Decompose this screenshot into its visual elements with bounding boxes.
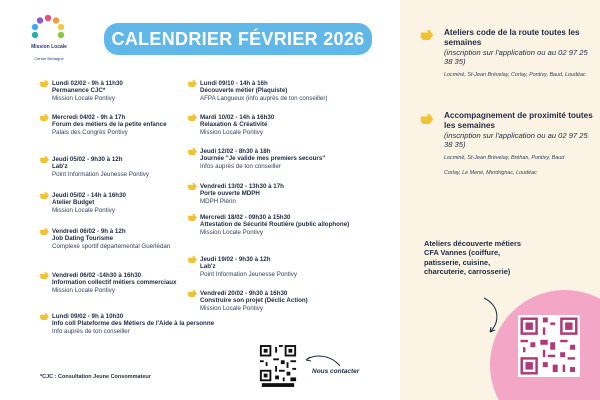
accompagnement-locations-2: Corlay, Le Mené, Merdrignac, Loudéac	[444, 169, 537, 176]
event-date: Vendredi 20/02 - 9h30 à 16h30	[200, 290, 288, 297]
footnote: *CJC : Consultation Jeune Consommateur	[40, 374, 151, 380]
title-banner	[104, 23, 372, 55]
pointing-hand-icon	[188, 80, 197, 87]
event-place: MDPH Plérin	[200, 197, 236, 205]
event-title: Construire son projet (Déclic Action)	[200, 297, 308, 305]
curved-arrow-icon	[300, 352, 344, 368]
event-date: Jeudi 05/02 - 14h à 16h30	[52, 192, 126, 199]
contact-qr-code[interactable]	[258, 343, 298, 389]
pointing-hand-icon	[40, 156, 49, 163]
pointing-hand-icon	[188, 114, 197, 121]
event-place: Mission Locale Pontivy	[52, 206, 115, 214]
event-date: Vendredi 06/02 - 9h à 12h	[52, 228, 126, 235]
cfa-qr-code[interactable]	[518, 315, 580, 377]
event-item	[200, 114, 375, 136]
event-date: Jeudi 12/02 - 8h30 à 18h	[200, 148, 271, 155]
event-place: Info auprès de ton conseiller	[52, 327, 130, 335]
event-item	[200, 80, 375, 102]
event-place: Point Information Jeunesse Pontivy	[200, 270, 297, 278]
event-title: Permanence CJC*	[52, 87, 106, 95]
event-title: Lab'z	[200, 263, 216, 271]
pointing-hand-icon	[420, 114, 434, 124]
page-title: CALENDRIER FÉVRIER 2026	[111, 28, 365, 49]
accompagnement-subtitle: (inscription sur l'application ou au 02 97 25 38 35)	[444, 131, 588, 149]
event-item	[200, 148, 375, 170]
event-date: Lundi 09/10 - 14h à 16h	[200, 80, 268, 87]
event-place: Mission Locale Pontivy	[200, 128, 263, 136]
code-route-section	[444, 28, 594, 79]
mission-locale-logo	[26, 14, 70, 58]
accompagnement-title: Accompagnement de proximité toutes les semaines	[444, 111, 593, 130]
pointing-hand-icon	[40, 114, 49, 121]
event-place: Complexe sportif départemental Guerlédan	[52, 242, 171, 250]
cfa-workshops: Ateliers découverte métiers CFA Vannes (coiffure, patisserie, cuisine, charcuterie, carrosserie)	[424, 239, 521, 277]
event-place: Infos auprès de ton conseiller	[200, 162, 281, 170]
pointing-hand-icon	[188, 256, 197, 263]
pointing-hand-icon	[188, 183, 197, 190]
event-title: Découverte métier (Plaquiste)	[200, 87, 288, 95]
accompagnement-locations-1: Locminé, St-Jean Brévelay, Bréhan, Pontivy, Baud	[444, 155, 565, 161]
event-place: Point Information Jeunesse Pontivy	[52, 170, 149, 178]
logo-line1: Mission Locale	[31, 44, 67, 50]
pointing-hand-icon	[188, 148, 197, 155]
code-route-locations: Locminé, St-Jean Brévelay, Corlay, Pontivy, Baud, Loudéac	[444, 72, 586, 78]
event-place: AFPA Langueux (info auprès de ton conseiller)	[200, 94, 328, 102]
event-place: Mission Locale Pontivy	[200, 228, 263, 236]
event-title: Information collectif métiers commerciaux	[52, 279, 177, 287]
event-item	[200, 183, 375, 205]
event-place: Mission Locale Pontivy	[52, 94, 115, 102]
event-place: Mission Locale Pontivy	[52, 286, 115, 294]
event-date: Jeudi 05/02 - 9h30 à 12h	[52, 156, 123, 163]
pointing-hand-icon	[40, 228, 49, 235]
code-route-subtitle: (inscription sur l'application ou au 02 97 25 38 35)	[444, 48, 588, 66]
event-item	[200, 214, 375, 236]
pointing-hand-icon	[40, 192, 49, 199]
pointing-hand-icon	[188, 290, 197, 297]
event-date: Mercredi 18/02 - 09h30 à 15h30	[200, 214, 291, 221]
event-date: Jeudi 19/02 - 9h30 à 12h	[200, 256, 271, 263]
event-date: Lundi 09/02 - 9h à 10h30	[52, 313, 124, 320]
event-date: Mardi 10/02 - 14h à 16h30	[200, 114, 275, 121]
event-date: Mercredi 04/02 - 9h à 17h	[52, 114, 126, 121]
event-item	[52, 313, 227, 335]
event-date: Vendredi 06/02 -14h30 à 16h30	[52, 272, 142, 279]
event-place: Palais des Congrès Pontivy	[52, 128, 128, 136]
event-title: Attestation de Sécurité Routière (public allophone)	[200, 221, 350, 229]
event-title: Relaxation & Créativité	[200, 121, 268, 129]
pointing-hand-icon	[40, 80, 49, 87]
event-date: Lundi 02/02 - 9h à 11h30	[52, 80, 123, 87]
event-title: Lab'z	[52, 163, 68, 171]
pointing-hand-icon	[420, 30, 434, 40]
logo-line2: Centre Bretagne	[34, 56, 64, 61]
event-item	[200, 290, 375, 312]
event-place: Mission Locale Pontivy	[200, 304, 263, 312]
event-title: Journée "Je valide mes premiers secours"	[200, 155, 326, 163]
event-title: Atelier Budget	[52, 199, 95, 207]
event-title: Job Dating Tourisme	[52, 235, 114, 243]
event-date: Vendredi 13/02 - 13h30 à 17h	[200, 183, 284, 190]
code-route-title: Ateliers code de la route toutes les semaines	[444, 28, 580, 47]
event-item	[200, 256, 375, 278]
pointing-hand-icon	[188, 214, 197, 221]
event-title: Forum des métiers de la petite enfance	[52, 121, 167, 129]
event-title: Info coll Plateforme des Métiers de l'Aide à la personne	[52, 320, 215, 328]
contact-label: Nous contacter	[312, 368, 360, 375]
accompagnement-section	[444, 111, 594, 177]
pointing-hand-icon	[40, 313, 49, 320]
pointing-hand-icon	[40, 272, 49, 279]
event-title: Porte ouverte MDPH	[200, 190, 260, 198]
